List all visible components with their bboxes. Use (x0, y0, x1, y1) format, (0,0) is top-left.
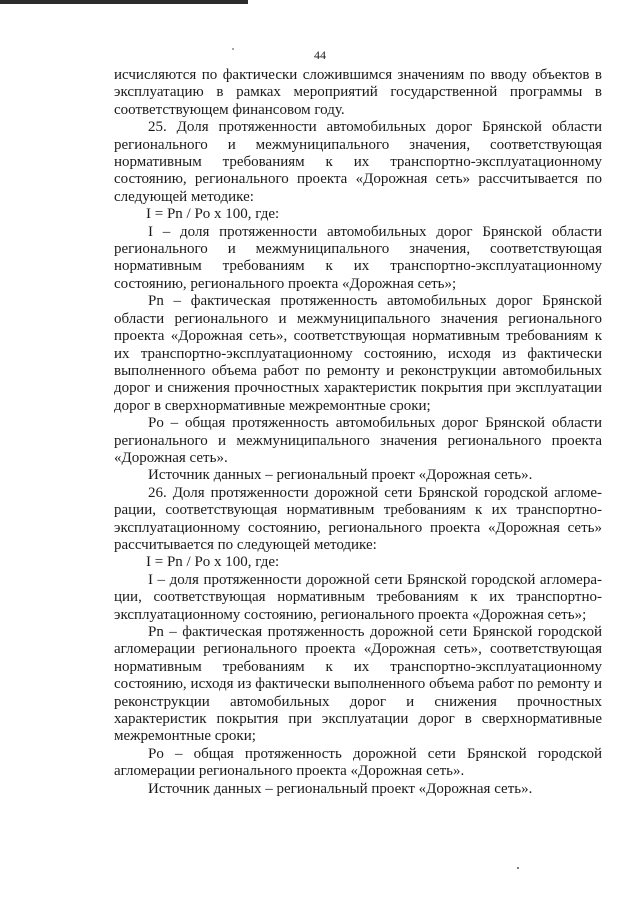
definition-po: Po – общая протяженность автомобильных дорог Брянской области регионального и межмуниципального значения регионального проекта «Дорожная сеть». (114, 415, 602, 466)
data-source: Источник данных – региональный проект «Дорожная сеть». (148, 467, 533, 484)
formula: I = Pn / Po x 100, где: (146, 206, 280, 223)
scan-edge-mark (0, 0, 248, 4)
document-body (114, 67, 602, 798)
data-source: Источник данных – региональный проект «Дорожная сеть». (148, 780, 533, 797)
definition-pn: Pn – фактическая протяженность автомобильных дорог Брянской области регионального и межмуниципального значения регионального проекта «Дорожная сеть», соответствующая нормативным требованиям к их транспортно-эксплуатационному состоянию, исходя из фактически выполненного объема работ по ремонту и реконструкции автомобильных дорог и снижения прочностных характеристик покрытия при эксплуатации дорог в сверхнормативные межремонтные сроки; (114, 293, 602, 414)
definition-po: Po – общая протяженность дорожной сети Брянской городской агломерации регионального проекта «Дорожная сеть». (114, 745, 602, 780)
formula: I = Pn / Po x 100, где: (146, 554, 280, 571)
definition-pn: Pn – фактическая протяженность дорожной сети Брянской городской агломерации регионального проекта «Дорожная сеть», соответствующая нормативным требованиям к их транспортно-эксплуатационному состоянию, исходя из фактически выполненного объема работ по ремонту и реконструкции автомобильных дорог и снижения прочностных характеристик покрытия при эксплуатации дорог в сверхнормативные межремонтные сроки; (114, 624, 602, 745)
paragraph-item-25: 25. Доля протяженности автомобильных дорог Брянской области регионального и межмуниципального значения, соответствующая нормативным требованиям к их транспортно-эксплуатационному состоянию, регионального проекта «Дорожная сеть» рассчитывается по следующей методике: (114, 119, 602, 205)
definition-i: I – доля протяженности автомобильных дорог Брянской области регионального и межмуниципального значения, соответствующая нормативным требованиям к их транспортно-эксплуатационному состоянию, регионального проекта «Дорожная сеть»; (114, 223, 602, 292)
page-number: 44 (314, 48, 326, 62)
paragraph-item-26: 26. Доля протяженности дорожной сети Брянской городской агломерации, соответствующая нормативным требованиям к их транспортно-эксплуатационному состоянию, регионального проекта «Дорожная сеть» рассчитывается по следующей методике: (114, 484, 602, 553)
paragraph-continuation: исчисляются по фактически сложившимся значениям по вводу объектов в эксплуатацию в рамках мероприятий государственной программы в соответствующем финансовом году. (114, 67, 602, 118)
scan-speck (517, 867, 519, 869)
definition-i: I – доля протяженности дорожной сети Брянской городской агломерации, соответствующая нормативным требованиям к их транспортно-эксплуатационному состоянию, регионального проекта «Дорожная сеть»; (114, 571, 602, 623)
